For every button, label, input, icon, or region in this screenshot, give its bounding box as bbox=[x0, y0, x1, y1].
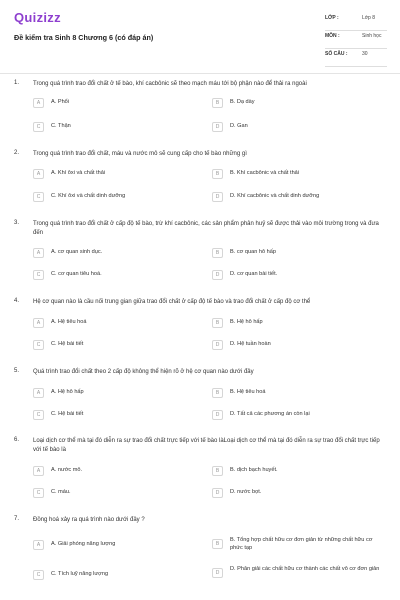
option-text: C. máu. bbox=[51, 489, 71, 495]
option-text: D. cơ quan bài tiết. bbox=[230, 271, 278, 277]
option-a[interactable] bbox=[33, 167, 195, 182]
meta-row-class bbox=[325, 12, 387, 31]
meta-row-count bbox=[325, 48, 387, 67]
option-letter-badge: D bbox=[212, 488, 223, 498]
option-d[interactable] bbox=[212, 408, 374, 423]
meta-label: SỐ CÂU : bbox=[325, 51, 348, 57]
option-text: A. Hệ tiêu hoá bbox=[51, 319, 87, 325]
option-c[interactable] bbox=[33, 568, 195, 583]
question-text: Quá trình trao đổi chất theo 2 cấp độ không thể hiện rõ ở hệ cơ quan nào dưới đây bbox=[33, 369, 254, 375]
option-d[interactable] bbox=[212, 486, 374, 501]
option-letter-badge: B bbox=[212, 98, 223, 108]
option-letter-badge: A bbox=[33, 98, 44, 108]
option-b[interactable] bbox=[212, 534, 374, 556]
meta-value: Lớp 8 bbox=[362, 15, 376, 21]
option-letter-badge: B bbox=[212, 248, 223, 258]
option-text: A. Hệ hô hấp bbox=[51, 389, 84, 395]
option-d[interactable] bbox=[212, 190, 374, 205]
option-letter-badge: A bbox=[33, 318, 44, 328]
header bbox=[0, 0, 400, 72]
option-a[interactable] bbox=[33, 246, 195, 261]
option-text: C. cơ quan tiêu hoá. bbox=[51, 271, 102, 277]
quizizz-logo: Quizizz bbox=[14, 10, 61, 25]
option-letter-badge: A bbox=[33, 388, 44, 398]
option-letter-badge: D bbox=[212, 340, 223, 350]
option-text: C. Khí ôxi và chất dinh dưỡng bbox=[51, 193, 126, 199]
option-letter-badge: C bbox=[33, 340, 44, 350]
option-text: B. Tổng hợp chất hữu cơ đơn giản từ những chất hữu cơ phức tạp bbox=[230, 537, 373, 551]
option-letter-badge: C bbox=[33, 410, 44, 420]
option-text: D. Khí cacbônic và chất dinh dưỡng bbox=[230, 193, 320, 199]
option-text: C. Hệ bài tiết bbox=[51, 411, 84, 417]
option-text: D. Hệ tuần hoàn bbox=[230, 341, 271, 347]
option-letter-badge: A bbox=[33, 169, 44, 179]
option-c[interactable] bbox=[33, 338, 195, 353]
option-text: B. cơ quan hô hấp bbox=[230, 249, 276, 255]
option-b[interactable] bbox=[212, 246, 374, 261]
option-c[interactable] bbox=[33, 408, 195, 423]
option-b[interactable] bbox=[212, 316, 374, 331]
option-text: B. Hệ tiêu hoá bbox=[230, 389, 266, 395]
option-d[interactable] bbox=[212, 338, 374, 353]
meta-row-subject bbox=[325, 30, 387, 49]
option-letter-badge: A bbox=[33, 248, 44, 258]
option-text: C. Hệ bài tiết bbox=[51, 341, 84, 347]
option-a[interactable] bbox=[33, 538, 195, 553]
option-letter-badge: D bbox=[212, 192, 223, 202]
option-a[interactable] bbox=[33, 316, 195, 331]
question-number: 2. bbox=[14, 150, 20, 156]
option-a[interactable] bbox=[33, 386, 195, 401]
option-text: C. Thận bbox=[51, 123, 71, 129]
option-letter-badge: B bbox=[212, 388, 223, 398]
option-text: D. Gan bbox=[230, 123, 248, 129]
option-d[interactable] bbox=[212, 120, 374, 135]
option-text: A. Khí ôxi và chất thải bbox=[51, 170, 106, 176]
question-number: 6. bbox=[14, 437, 20, 443]
option-letter-badge: D bbox=[212, 410, 223, 420]
option-letter-badge: D bbox=[212, 568, 223, 578]
option-letter-badge: A bbox=[33, 540, 44, 550]
option-b[interactable] bbox=[212, 464, 374, 479]
question-text: Trong quá trình trao đổi chất ở tế bào, khí cacbônic sẽ theo mạch máu tới bộ phận nào để thải ra ngoài bbox=[33, 81, 307, 87]
option-text: A. Giải phóng năng lượng bbox=[51, 541, 116, 547]
option-b[interactable] bbox=[212, 167, 374, 182]
option-c[interactable] bbox=[33, 268, 195, 283]
option-text: D. Tất cả các phương án còn lại bbox=[230, 411, 310, 417]
option-c[interactable] bbox=[33, 120, 195, 135]
option-b[interactable] bbox=[212, 96, 374, 111]
option-text: C. Tích luỹ năng lượng bbox=[51, 571, 109, 577]
option-a[interactable] bbox=[33, 96, 195, 111]
question-text: Hệ cơ quan nào là cầu nối trung gian giữa trao đổi chất ở cấp độ tế bào và trao đổi chất ở cấp độ cơ thể bbox=[33, 299, 311, 305]
document-title: Đề kiểm tra Sinh 8 Chương 6 (có đáp án) bbox=[14, 33, 154, 42]
option-text: A. nước mô. bbox=[51, 467, 83, 473]
option-letter-badge: B bbox=[212, 318, 223, 328]
option-text: B. Khí cacbônic và chất thải bbox=[230, 170, 300, 176]
option-letter-badge: D bbox=[212, 122, 223, 132]
option-d[interactable] bbox=[212, 268, 374, 283]
question-text: Trong quá trình trao đổi chất, máu và nước mô sẽ cung cấp cho tế bào những gì bbox=[33, 151, 247, 157]
option-text: B. Hệ hô hấp bbox=[230, 319, 263, 325]
question-number: 7. bbox=[14, 516, 20, 522]
option-letter-badge: B bbox=[212, 466, 223, 476]
option-letter-badge: C bbox=[33, 270, 44, 280]
question-number: 4. bbox=[14, 298, 20, 304]
header-divider bbox=[0, 73, 400, 74]
option-b[interactable] bbox=[212, 386, 374, 401]
meta-label: LỚP : bbox=[325, 15, 339, 21]
option-text: B. dịch bạch huyết. bbox=[230, 467, 278, 473]
meta-value: 30 bbox=[362, 51, 368, 57]
question-text: Đồng hoá xảy ra quá trình nào dưới đây ? bbox=[33, 517, 145, 523]
option-text: D. Phân giải các chất hữu cơ thành các chất vô cơ đơn giản bbox=[230, 566, 380, 572]
option-text: A. cơ quan sinh dục. bbox=[51, 249, 103, 255]
option-text: B. Dạ dày bbox=[230, 99, 255, 105]
option-letter-badge: C bbox=[33, 488, 44, 498]
option-letter-badge: D bbox=[212, 270, 223, 280]
option-letter-badge: B bbox=[212, 169, 223, 179]
option-text: D. nước bọt. bbox=[230, 489, 262, 495]
question-number: 5. bbox=[14, 368, 20, 374]
meta-value: Sinh học bbox=[362, 33, 382, 39]
question-text: Loại dịch cơ thể mà tại đó diễn ra sự trao đổi chất trực tiếp với tế bào làLoại dịch cơ thể mà tại đó diễn ra sự trao đổi chất trực tiếp với tế bào là bbox=[33, 438, 380, 453]
option-c[interactable] bbox=[33, 486, 195, 501]
meta-label: MÔN : bbox=[325, 33, 340, 39]
option-d[interactable] bbox=[212, 563, 380, 585]
option-letter-badge: A bbox=[33, 466, 44, 476]
option-c[interactable] bbox=[33, 190, 195, 205]
option-letter-badge: C bbox=[33, 192, 44, 202]
option-letter-badge: B bbox=[212, 539, 223, 549]
option-a[interactable] bbox=[33, 464, 195, 479]
option-text: A. Phổi bbox=[51, 99, 70, 105]
option-letter-badge: C bbox=[33, 122, 44, 132]
question-text: Trong quá trình trao đổi chất ở cấp độ tế bào, trừ khí cacbônic, các sản phẩm phân huỷ sẽ được thải vào môi trường trong và đưa đến bbox=[33, 221, 379, 236]
question-number: 1. bbox=[14, 80, 20, 86]
option-letter-badge: C bbox=[33, 570, 44, 580]
question-number: 3. bbox=[14, 220, 20, 226]
